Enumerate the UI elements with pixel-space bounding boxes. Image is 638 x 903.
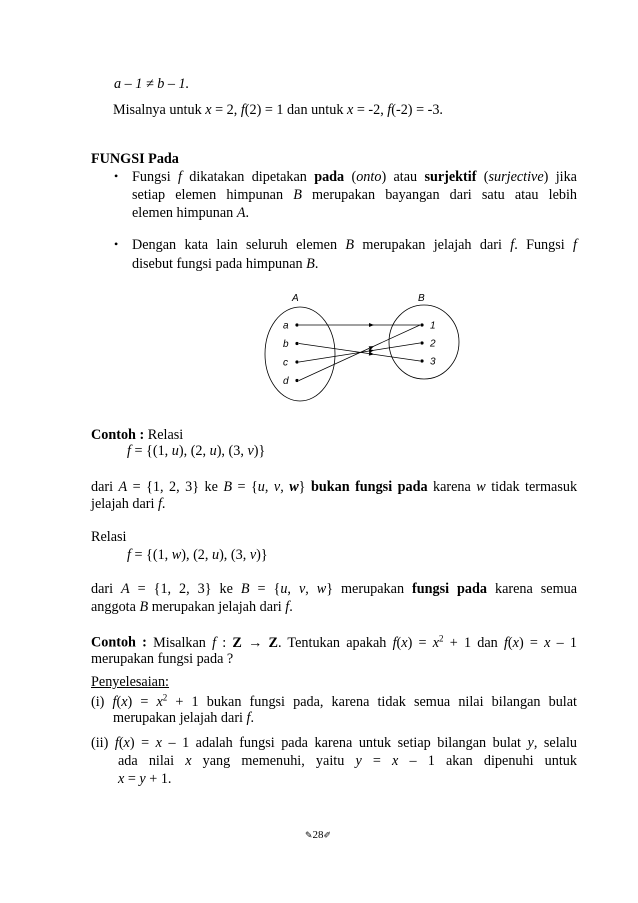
contoh1-header — [91, 428, 183, 442]
domain-label-a: a — [283, 320, 289, 332]
arrow-d-to-1 — [299, 325, 420, 381]
arrowhead-a-to-1 — [369, 323, 374, 327]
codomain-point-2 — [420, 341, 423, 344]
set-b-label: B — [418, 293, 425, 304]
bullet-dot-1: • — [114, 169, 119, 183]
inequality-line — [114, 77, 189, 91]
i-l1: (i) $f(x) = x^2 + 1$ bukan fungsi pada, karena tidak semua nilai bilangan bulat — [91, 692, 577, 710]
sol-label-text: Penyelesaian: — [91, 674, 170, 690]
example-text: Misalnya untuk x = 2, f(2) = 1 dan untuk x = -2, f(-2) = -3. — [113, 102, 443, 118]
b1-l2: setiap elemen himpunan B merupakan bayangan dari satu atau lebih — [132, 187, 577, 203]
codomain-label-2: 2 — [430, 338, 436, 350]
contoh1-f1 — [127, 444, 265, 458]
q-l2: merupakan fungsi pada ? — [91, 651, 234, 667]
p2-l1: dari A = {1, 2, 3} ke B = {u, v, w} merupakan fungsi pada karena semua — [91, 581, 577, 597]
contoh1-label: Contoh : — [91, 427, 145, 443]
p1-l1: dari A = {1, 2, 3} ke B = {u, v, w} bukan fungsi pada karena w tidak termasuk — [91, 479, 578, 495]
f1-text: f = {(1, u), (2, u), (3, v)} — [127, 443, 266, 459]
bullet2-line2 — [132, 257, 318, 271]
solution-label — [91, 675, 169, 689]
section-heading — [91, 152, 179, 166]
contoh2-line2 — [91, 652, 233, 666]
domain-point-c — [295, 360, 298, 363]
sol-ii-line2 — [118, 754, 577, 768]
i-l2: merupakan jelajah dari f. — [113, 710, 255, 726]
sol-ii-line3 — [118, 772, 171, 786]
codomain-point-1 — [420, 323, 423, 326]
example-line — [113, 103, 443, 117]
contoh2-label: Contoh : — [91, 634, 147, 651]
set-b-ellipse — [389, 305, 459, 379]
domain-point-d — [295, 379, 298, 382]
relasi2-label — [91, 530, 126, 544]
f2-text: f = {(1, w), (2, u), (3, v)} — [127, 547, 268, 563]
page-footer — [305, 830, 331, 841]
ii-l1: (ii) f(x) = x – 1 adalah fungsi pada karena untuk setiap bilangan bulat y, selalu — [91, 735, 577, 751]
b2-l1: Dengan kata lain seluruh elemen B merupakan jelajah dari f. Fungsi f — [132, 237, 577, 253]
arrowhead-c-to-2 — [369, 349, 374, 353]
domain-label-d: d — [283, 376, 289, 387]
domain-point-b — [295, 342, 298, 345]
sol-i-line2 — [113, 711, 254, 725]
contoh2-line1 — [91, 634, 577, 650]
domain-point-a — [295, 323, 298, 326]
bullet1-line3 — [132, 206, 249, 220]
set-a-label: A — [292, 293, 299, 304]
footer-right-icon: ✐ — [323, 830, 332, 840]
contoh1-word: Relasi — [147, 427, 184, 443]
domain-label-b: b — [283, 339, 289, 350]
sol-i-line1 — [91, 693, 577, 709]
contoh1-p1-line1 — [91, 480, 577, 494]
contoh1-p2-line1 — [91, 582, 577, 596]
b2-l2: disebut fungsi pada himpunan B. — [132, 256, 319, 272]
codomain-label-3: 3 — [430, 356, 436, 368]
b1-l3: elemen himpunan A. — [132, 205, 250, 221]
p1-l2: jelajah dari f. — [91, 496, 166, 512]
bullet-dot-2: • — [114, 237, 119, 251]
bullet1-line2 — [132, 188, 577, 202]
ineq-text: a – 1 ≠ b – 1. — [114, 76, 190, 92]
section-heading-text: FUNGSI Pada — [91, 151, 179, 167]
set-a-ellipse — [265, 307, 335, 401]
b1-l1: Fungsi f dikatakan dipetakan pada (onto) atau surjektif (surjective) jika — [132, 169, 577, 185]
codomain-point-3 — [420, 359, 423, 362]
contoh2-q1: Misalkan f : Z → Z. Tentukan apakah $f(x) = x^2 + 1$ dan f(x) = x – 1 — [153, 633, 577, 651]
ii-l3: x = y + 1. — [118, 771, 172, 787]
relasi2-text: Relasi — [91, 529, 127, 545]
bullet2-line1 — [132, 238, 577, 252]
codomain-label-1: 1 — [430, 320, 436, 332]
page-number: 28 — [312, 829, 324, 841]
p2-l2: anggota B merupakan jelajah dari f. — [91, 599, 293, 615]
contoh1-f2 — [127, 548, 268, 562]
bullet1-line1 — [132, 170, 577, 184]
footer-left-icon: ✎ — [305, 830, 313, 840]
mapping-diagram — [262, 288, 482, 408]
sol-ii-line1 — [91, 736, 577, 750]
ii-l2: ada nilai x yang memenuhi, yaitu y = x – 1 akan dipenuhi untuk — [118, 753, 577, 769]
contoh1-p2-line2 — [91, 600, 293, 614]
domain-label-c: c — [283, 357, 288, 369]
contoh1-p1-line2 — [91, 497, 165, 511]
